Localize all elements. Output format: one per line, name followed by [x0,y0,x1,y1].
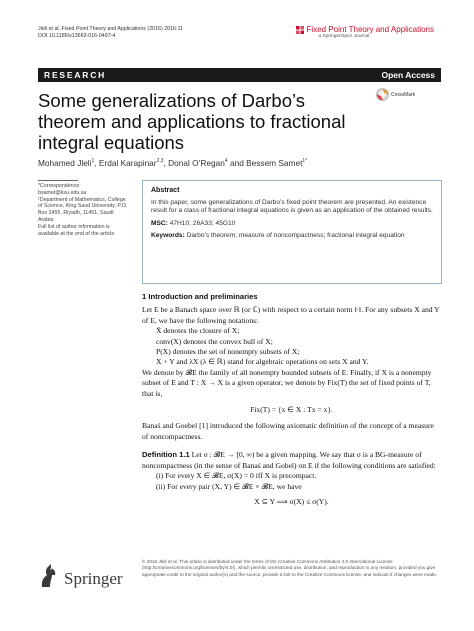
paragraph: We denote by 𝓑E the family of all nonempty bounded subsets of E. Finally, if X is a nonempty subset of E and T : X → X is a given operator, we denote by Fix(T) the set of fixed points of T, that is, [142,367,432,398]
crossmark-badge[interactable] [376,85,431,105]
msc-codes: 47H10; 26A33; 45G10 [169,219,236,227]
article-type-label: RESEARCH [44,70,107,80]
condition-item: (ii) For every pair (X, Y) ∈ 𝓑E × 𝓑E, we have [156,481,302,491]
msc-row [151,220,433,229]
journal-name: Fixed Point Theory and Applications [306,25,434,34]
condition-item: (i) For every X ∈ 𝓑E, σ(X) = 0 iff X is precompact. [156,471,317,481]
notation-item: P(X) denotes the set of nonempty subsets of X; [156,347,300,357]
correspondence-notes [38,180,130,237]
author-affiliation: 1 [91,158,95,165]
article-title: Some generalizations of Darbo’s theorem and applications to fractional integral equations [38,90,346,153]
author-name[interactable]: Erdal Karapinar [98,158,157,168]
section-heading: 1 Introduction and preliminaries [142,292,258,301]
definition-text: Let σ : 𝓑E → [0, ∞) be a given mapping. We say that σ is a BG-measure of noncompactness (in the sense of Banaś and Gobel) on E if the following conditions are satisfied: [142,450,436,470]
open-access-label[interactable]: Open Access [381,70,435,80]
author-list: Mohamed Jleli$^1$, Erdal Karapinar$^{2,3}$, Donal O’Regan$^4$ and Bessem Samet$^{1*}$ [38,158,308,168]
notation-item: conv(X) denotes the convex hull of X; [156,336,273,346]
paragraph: Let E be a Banach space over ℝ (or ℂ) with respect to a certain norm ‖·‖. For any subsets X and Y of E, we have the following notations: [142,305,440,325]
author-name[interactable]: Bessem Samet [246,158,303,168]
author-name[interactable]: Mohamed Jleli [38,158,92,168]
correspondence-label: *Correspondence: [38,183,81,189]
journal-logo-icon [296,26,304,34]
abstract-heading: Abstract [151,187,180,194]
citation-doi[interactable]: DOI 10.1186/s13663-016-0497-4 [38,33,116,39]
keywords-row [151,232,433,241]
abstract-text: In this paper, some generalizations of Darbo’s fixed point theorem are presented. An existence result for a class of fractional integral equations is given as an application of the obtained results. [151,198,433,215]
springer-logo[interactable] [38,563,138,593]
author-affiliation: 4 [224,158,228,165]
abstract-box [142,180,442,284]
notation-item: X + Y and λX (λ ∈ ℝ) stand for algebraic operations on sets X and Y. [156,357,369,367]
license-text: © 2016 Jleli et al. This article is distributed under the terms of the Creative Commons Attribution 4.0 International License (http://creativecommons.org/licenses/by/4.0/), which permits unrestricted use, distribution, and reproduction in any medium, provided you give appropriate credit to the original author(s) and the source, provide a link to the Creative Commons license, and indicate if changes were made. [142,559,438,577]
journal-subtitle: a SpringerOpen Journal [318,34,370,39]
journal-logo-block[interactable] [307,25,434,40]
article-body [142,292,441,507]
equation: Fix(T) = {x ∈ X : Tx = x}. [250,405,333,415]
article-type-banner [38,68,441,82]
notes-divider [38,180,78,181]
author-info-note: Full list of author information is available at the end of the article [38,223,115,237]
definition [142,450,441,471]
equation: X ⊆ Y ⟹ σ(X) ≤ σ(Y). [254,496,329,506]
citation-header [38,26,183,40]
affiliation-text: ¹Department of Mathematics, College of Science, King Saud University, P.O. Box 2455, Riyadh, 11451, Saudi Arabia [38,196,128,223]
keywords-text: Darbo’s theorem; measure of noncompactness; fractional integral equation [186,232,405,240]
msc-label: MSC: [151,219,168,227]
springer-horse-icon [38,563,60,589]
notation-item: X̄ denotes the closure of X; [156,326,240,336]
author-name[interactable]: Donal O’Regan [168,158,225,168]
crossmark-icon [376,88,389,101]
paragraph: Banaś and Goebel [1] introduced the following axiomatic definition of the concept of a measure of noncompactness. [142,421,434,441]
citation-line-1: Jleli et al. Fixed Point Theory and Applications (2016) 2016:11 [38,26,183,32]
keywords-label: Keywords: [151,232,185,240]
definition-label: Definition 1.1 [142,450,190,460]
author-affiliation: 1* [302,158,308,165]
correspondence-email[interactable]: bsamet@ksu.edu.sa [38,189,87,196]
author-affiliation: 2,3 [156,158,164,165]
crossmark-label: CrossMark [391,92,416,98]
publisher-name: Springer [64,569,123,588]
